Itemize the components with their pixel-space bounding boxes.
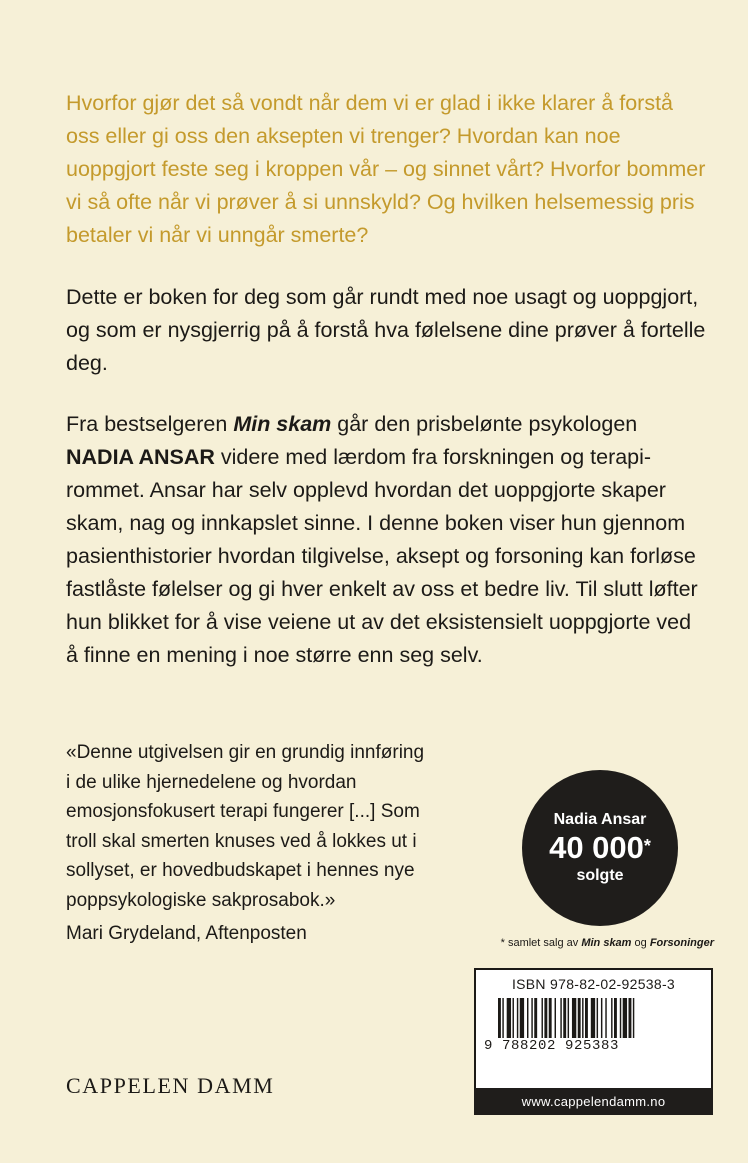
footnote-title-1: Min skam (581, 937, 632, 949)
paragraph-middle: går den prisbelønte psykologen (331, 412, 638, 436)
book-title-min-skam: Min skam (233, 412, 332, 436)
review-quote (66, 738, 426, 949)
sales-footnote (484, 937, 714, 949)
publisher-logo: CAPPELEN DAMM (66, 1073, 275, 1098)
publisher-url: www.cappelendamm.no (474, 1088, 713, 1115)
isbn-number: ISBN 978-82-02-92538-3 (511, 976, 676, 992)
quote-attribution: Mari Grydeland, Aftenposten (66, 923, 307, 944)
isbn-barcode-box (474, 968, 713, 1090)
author-name: NADIA ANSAR (66, 445, 215, 469)
sales-badge (522, 770, 678, 926)
paragraph-prefix: Fra bestselgeren (66, 412, 234, 436)
badge-count: 40 000 (549, 830, 644, 865)
description-paragraph: Dette er boken for deg som går rundt med noe usagt og uoppgjort, og som er nysgjerrig på å forstå hva følelsene dine prøver å fortelle deg. (66, 285, 706, 375)
badge-label: solgte (576, 867, 624, 884)
footnote-prefix: * samlet salg av (500, 937, 582, 949)
footnote-title-2: Forsoninger (649, 937, 714, 949)
paragraph-rest: videre med lærdom fra forskningen og terapirommet. Ansar har selv opplevd hvordan det uoppgjorte skaper skam, nag og innkapslet sinne. I denne boken viser hun gjennom pasienthistorier hvordan tilgivelse, aksept og forsoning kan forløse fastlåste følelser og gi hver enkelt av oss et bedre liv. Til slutt løfter hun blikket for å vise veiene ut av det eksistensielt uoppgjorte ved å finne en mening i noe større enn seg selv. (66, 445, 698, 667)
badge-asterisk: * (643, 836, 651, 856)
author-paragraph (66, 408, 706, 672)
intro-questions: Hvorfor gjør det så vondt når dem vi er glad i ikke klarer å forstå oss eller gi oss den aksepten vi trenger? Hvordan kan noe uoppgjort feste seg i kroppen vår – og sinnet vårt? Hvorfor bommer vi så ofte når vi prøver å si unnskyld? Og hvilken helsemessig pris betaler vi når vi unngår smerte? (66, 91, 706, 247)
quote-text: «Denne utgivelsen gir en grundig innføring i de ulike hjernedelene og hvordan emosjonsfokusert terapi fungerer [...] Som troll skal smerten knuses ved å lokkes ut i sollyset, er hovedbudskapet i hennes nye poppsykologiske sakprosabok.» (66, 742, 425, 911)
badge-number (549, 830, 651, 866)
barcode-digits: 9 788202 925383 (484, 1038, 620, 1054)
footnote-and: og (631, 937, 650, 949)
badge-author: Nadia Ansar (553, 811, 647, 828)
